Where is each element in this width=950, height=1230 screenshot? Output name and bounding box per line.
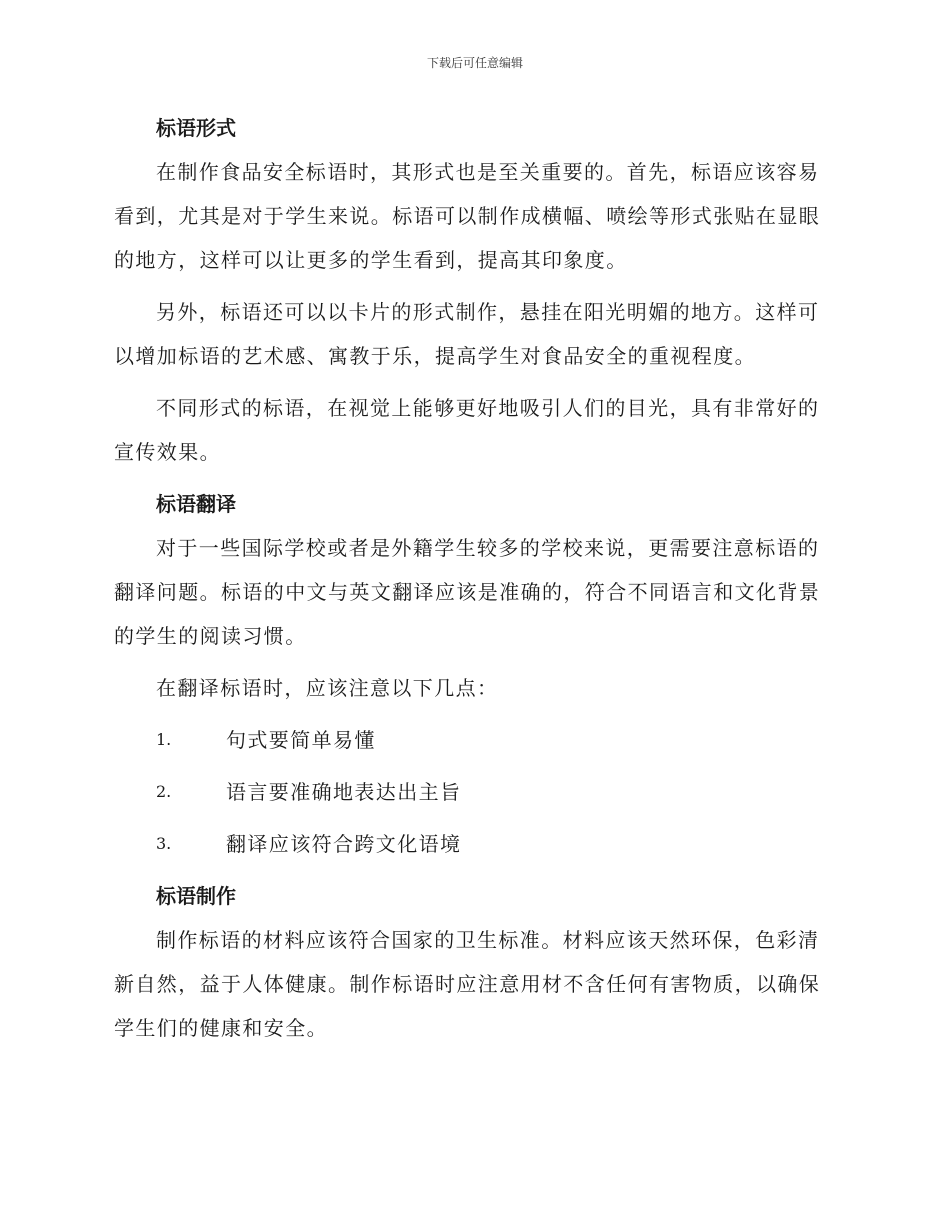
list-item (114, 718, 830, 762)
document-body (114, 106, 830, 1058)
section-heading-production: 标语制作 (156, 884, 236, 908)
paragraph: 在翻译标语时，应该注意以下几点： (156, 676, 499, 700)
list-item (114, 770, 830, 814)
list-text: 翻译应该符合跨文化语境 (226, 832, 462, 856)
paragraph: 不同形式的标语，在视觉上能够更好地吸引人们的目光，具有非常好的宣传效果。 (114, 396, 820, 464)
list-text: 句式要简单易懂 (226, 728, 376, 752)
paragraph: 制作标语的材料应该符合国家的卫生标准。材料应该天然环保，色彩清新自然，益于人体健康。制作标语时应注意用材不含任何有害物质，以确保学生们的健康和安全。 (114, 928, 821, 1040)
section-heading-translation: 标语翻译 (156, 492, 236, 516)
list-number: 2. (156, 782, 172, 801)
list-number: 3. (156, 834, 172, 853)
section-heading-form: 标语形式 (156, 116, 236, 140)
list-text: 语言要准确地表达出主旨 (226, 780, 462, 804)
paragraph: 另外，标语还可以以卡片的形式制作，悬挂在阳光明媚的地方。这样可以增加标语的艺术感、寓教于乐，提高学生对食品安全的重视程度。 (114, 300, 820, 368)
list-number: 1. (156, 730, 172, 749)
list-item (114, 822, 830, 866)
paragraph: 在制作食品安全标语时，其形式也是至关重要的。首先，标语应该容易看到，尤其是对于学生来说。标语可以制作成横幅、喷绘等形式张贴在显眼的地方，这样可以让更多的学生看到，提高其印象度。 (114, 160, 821, 272)
paragraph: 对于一些国际学校或者是外籍学生较多的学校来说，更需要注意标语的翻译问题。标语的中文与英文翻译应该是准确的，符合不同语言和文化背景的学生的阅读习惯。 (114, 536, 821, 648)
page-header: 下载后可任意编辑 (426, 56, 523, 70)
